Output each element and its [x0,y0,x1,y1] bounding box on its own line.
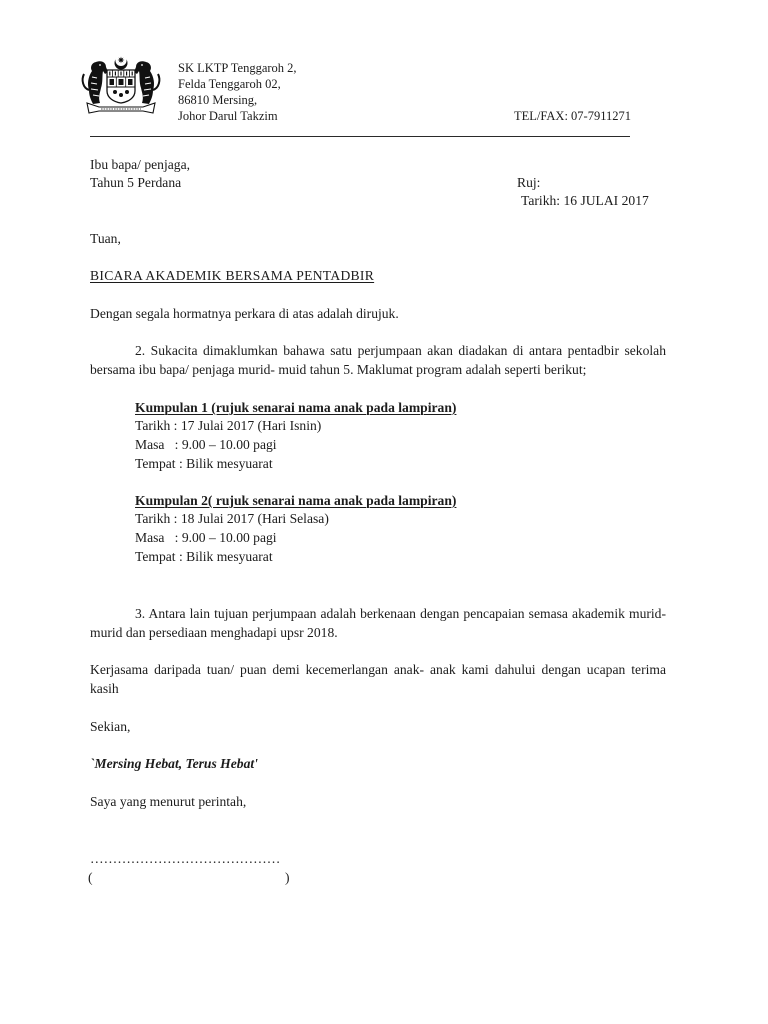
group-2-date: Tarikh : 18 Julai 2017 (Hari Selasa) [135,511,329,527]
name-bracket-open: ( [88,869,93,885]
closing: Sekian, [90,718,131,734]
group-1-date: Tarikh : 17 Julai 2017 (Hari Isnin) [135,418,322,434]
letterhead-divider [90,136,630,137]
paragraph-2-line-2: bersama ibu bapa/ penjaga murid- muid tahun 5. Maklumat program adalah seperti berikut; [90,361,587,377]
name-bracket-close: ) [285,869,290,885]
address-line-state: Johor Darul Takzim [178,109,278,123]
tiger-left-icon [83,61,108,104]
sign-off: Saya yang menurut perintah, [90,793,247,809]
crescent-star-icon [115,55,128,70]
motto-ribbon-icon [87,103,155,113]
group-2-venue: Tempat : Bilik mesyuarat [135,548,273,564]
group-1-venue: Tempat : Bilik mesyuarat [135,455,273,471]
subject-heading: BICARA AKADEMIK BERSAMA PENTADBIR [90,267,375,283]
tiger-right-icon [134,61,159,104]
opening-paragraph: Dengan segala hormatnya perkara di atas adalah dirujuk. [90,305,399,321]
group-2-heading: Kumpulan 2( rujuk senarai nama anak pada lampiran) [135,492,457,508]
paragraph-4-line-2: kasih [90,680,119,696]
group-1-heading: Kumpulan 1 (rujuk senarai nama anak pada lampiran) [135,399,457,415]
signature-line: …………………………………… [90,850,281,866]
group-1-time: Masa : 9.00 – 10.00 pagi [135,437,277,453]
address-line-school: SK LKTP Tenggaroh 2, [178,61,297,75]
paragraph-2-line-1: 2. Sukacita dimaklumkan bahawa satu perjumpaan akan diadakan di antara pentadbir sekolah [135,342,666,358]
group-2-time: Masa : 9.00 – 10.00 pagi [135,530,277,546]
reference-ruj: Ruj: [517,174,541,190]
paragraph-4-line-1: Kerjasama daripada tuan/ puan demi kecemerlangan anak- anak kami dahului dengan ucapan terima [90,661,666,677]
recipient-line-1: Ibu bapa/ penjaga, [90,156,191,172]
school-address [178,60,297,124]
letter-date: Tarikh: 16 JULAI 2017 [521,192,649,208]
recipient-line-2: Tahun 5 Perdana [90,174,182,190]
paragraph-3-line-1: 3. Antara lain tujuan perjumpaan adalah berkenaan dengan pencapaian semasa akademik murid- [135,605,666,621]
salutation: Tuan, [90,230,121,246]
school-motto: `Mersing Hebat, Terus Hebat' [90,755,258,771]
tel-fax: TEL/FAX: 07-7911271 [514,109,632,123]
address-line-postcode: 86810 Mersing, [178,93,258,107]
group-1-details [135,399,456,474]
paragraph-3-line-2: murid dan persediaan menghadapi upsr 2018. [90,624,338,640]
address-line-felda: Felda Tenggaroh 02, [178,77,281,91]
group-2-details [135,492,456,567]
shield-icon [107,70,135,103]
coat-of-arms-icon [79,53,163,119]
